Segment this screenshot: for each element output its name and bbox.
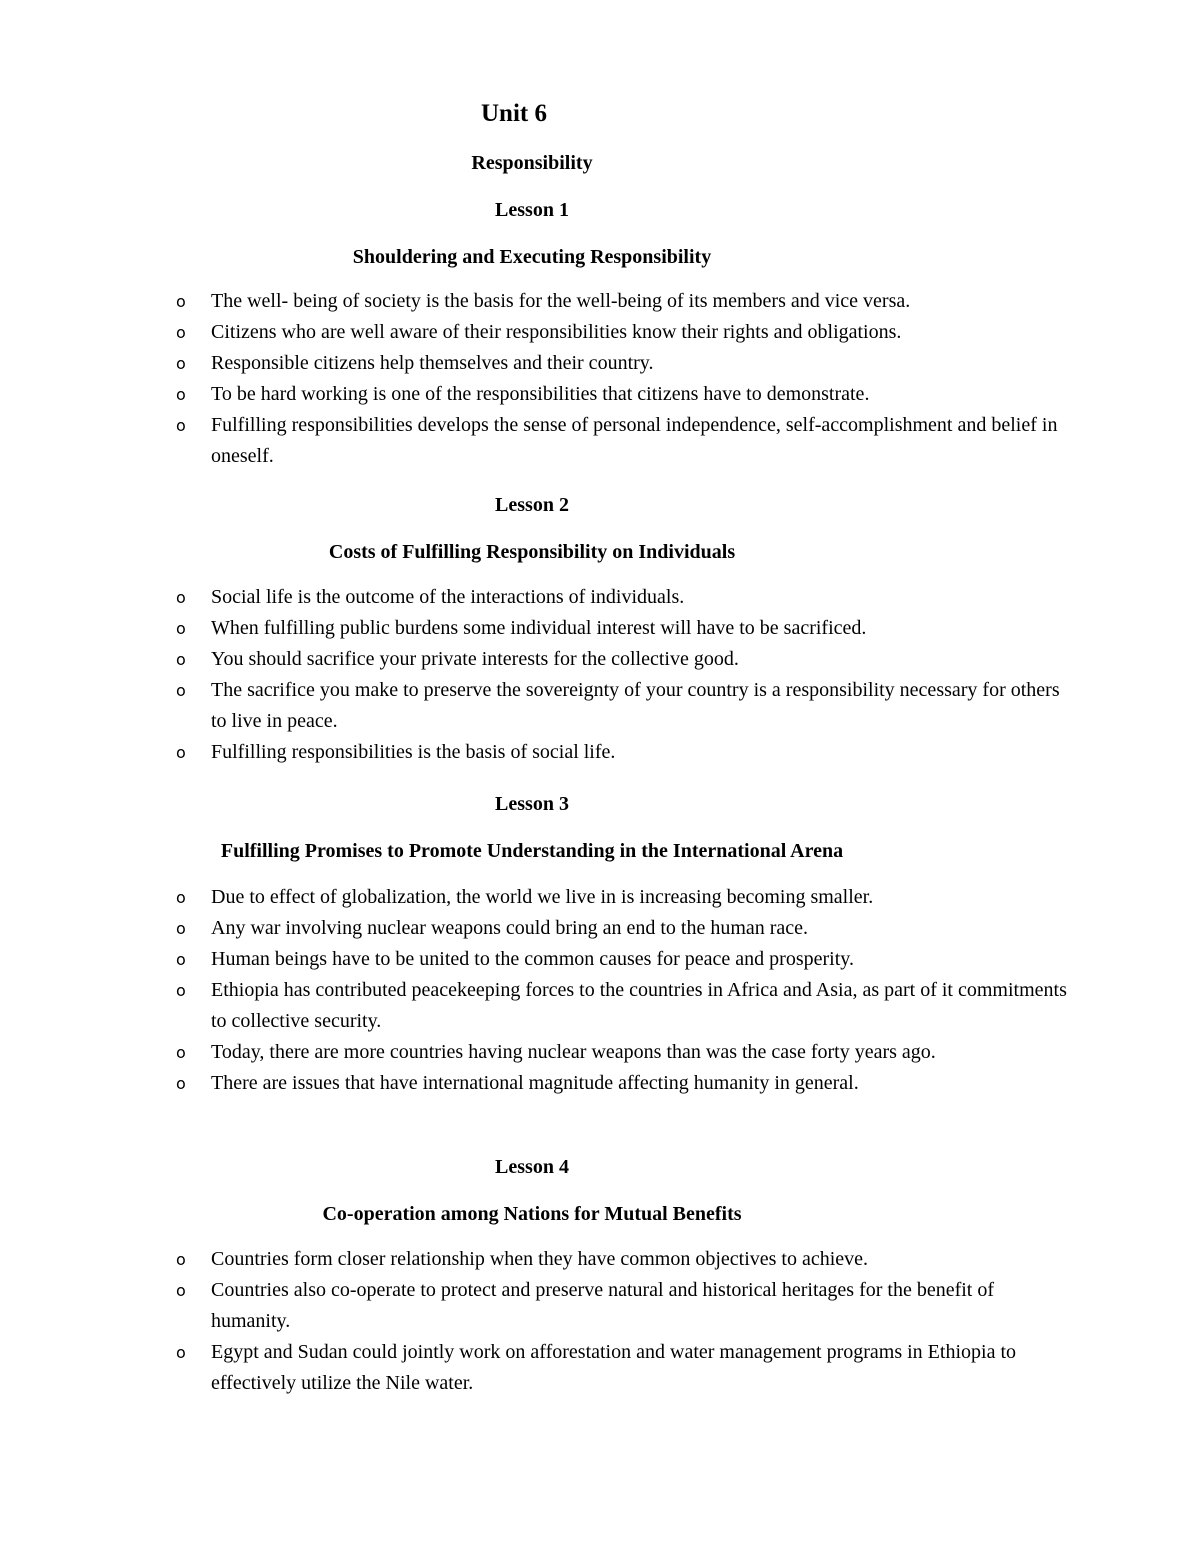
list-item: o The well- being of society is the basis for the well-being of its members and vice versa.: [0, 286, 1200, 317]
bullet-marker: o: [176, 1343, 186, 1362]
lesson-3-points: [0, 882, 1200, 1099]
list-item: o When fulfilling public burdens some individual interest will have to be sacrificed.: [0, 613, 1200, 644]
lesson-1-title: Shouldering and Executing Responsibility: [352, 246, 712, 268]
list-item: o Countries form closer relationship when they have common objectives to achieve.: [0, 1244, 1200, 1275]
unit-subtitle: Responsibility: [471, 152, 593, 174]
lesson-4-title: Co-operation among Nations for Mutual Benefits: [322, 1203, 742, 1225]
bullet-marker: o: [176, 981, 186, 1000]
unit-title: Unit 6: [481, 100, 547, 127]
bullet-marker: o: [176, 888, 186, 907]
lesson-3-label: Lesson 3: [495, 793, 569, 815]
bullet-marker: o: [176, 1043, 186, 1062]
bullet-marker: o: [176, 619, 186, 638]
bullet-marker: o: [176, 743, 186, 762]
list-item: o Human beings have to be united to the common causes for peace and prosperity.: [0, 944, 1200, 975]
lesson-4-points: [0, 1244, 1200, 1399]
list-item: o Citizens who are well aware of their responsibilities know their rights and obligations.: [0, 317, 1200, 348]
bullet-marker: o: [176, 919, 186, 938]
list-item: o Due to effect of globalization, the world we live in is increasing becoming smaller.: [0, 882, 1200, 913]
bullet-marker: o: [176, 385, 186, 404]
bullet-marker: o: [176, 354, 186, 373]
list-item: o Ethiopia has contributed peacekeeping forces to the countries in Africa and Asia, as part of it commitments to collective security.: [0, 975, 1200, 1037]
lesson-1-label: Lesson 1: [495, 199, 569, 221]
list-item: o There are issues that have international magnitude affecting humanity in general.: [0, 1068, 1200, 1099]
bullet-marker: o: [176, 323, 186, 342]
list-item: o Social life is the outcome of the interactions of individuals.: [0, 582, 1200, 613]
bullet-marker: o: [176, 588, 186, 607]
bullet-marker: o: [176, 950, 186, 969]
lesson-3-title: Fulfilling Promises to Promote Understanding in the International Arena: [220, 840, 844, 862]
bullet-marker: o: [176, 1281, 186, 1300]
list-item: o Today, there are more countries having nuclear weapons than was the case forty years ago.: [0, 1037, 1200, 1068]
lesson-2-label: Lesson 2: [495, 494, 569, 516]
bullet-marker: o: [176, 1250, 186, 1269]
bullet-marker: o: [176, 650, 186, 669]
lesson-4-label: Lesson 4: [495, 1156, 569, 1178]
list-item: o Countries also co-operate to protect and preserve natural and historical heritages for the benefit of humanity.: [0, 1275, 1200, 1337]
bullet-marker: o: [176, 681, 186, 700]
list-item: o Responsible citizens help themselves and their country.: [0, 348, 1200, 379]
list-item: o You should sacrifice your private interests for the collective good.: [0, 644, 1200, 675]
bullet-marker: o: [176, 292, 186, 311]
list-item: o Egypt and Sudan could jointly work on afforestation and water management programs in Ethiopia to effectively utilize the Nile water.: [0, 1337, 1200, 1399]
list-item: o Any war involving nuclear weapons could bring an end to the human race.: [0, 913, 1200, 944]
bullet-marker: o: [176, 1074, 186, 1093]
lesson-1-points: [0, 286, 1200, 472]
lesson-2-points: [0, 582, 1200, 768]
lesson-2-title: Costs of Fulfilling Responsibility on Individuals: [328, 541, 736, 563]
list-item: o Fulfilling responsibilities is the basis of social life.: [0, 737, 1200, 768]
list-item: o The sacrifice you make to preserve the sovereignty of your country is a responsibility necessary for others to live in peace.: [0, 675, 1200, 737]
list-item: o Fulfilling responsibilities develops the sense of personal independence, self-accomplishment and belief in oneself.: [0, 410, 1200, 472]
list-item: o To be hard working is one of the responsibilities that citizens have to demonstrate.: [0, 379, 1200, 410]
bullet-marker: o: [176, 416, 186, 435]
